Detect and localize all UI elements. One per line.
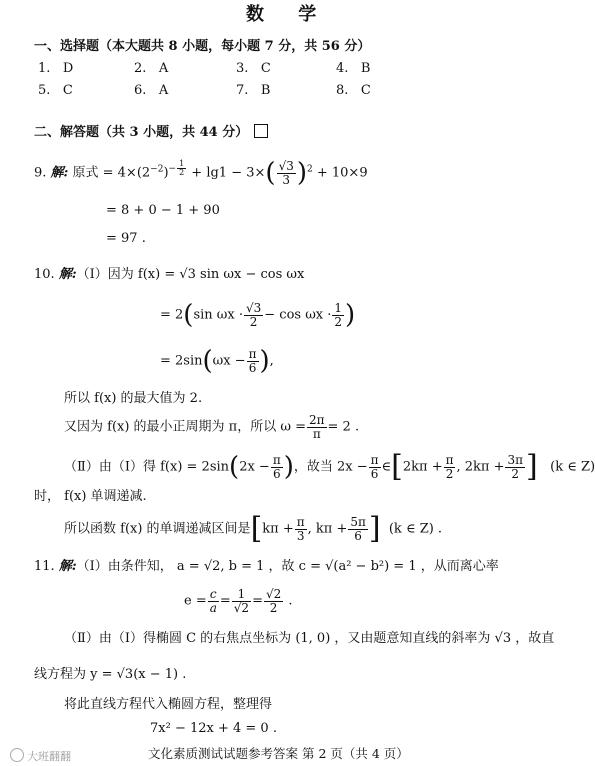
q10-line4: 所以 f(x) 的最大值为 2. (64, 391, 203, 406)
q9-line2: = 8 + 0 − 1 + 90 (106, 203, 220, 218)
q10-line1: 10. 解:（Ⅰ）因为 f(x) = √3 sin ωx − cos ωx (34, 267, 305, 282)
q10-line6: （Ⅱ）由（Ⅰ）得 f(x) = 2sin(2x − $\frac{\pi}{6}$ )，故当 2x − $\frac{\pi}{6}$ ∈[2kπ + $\frac{\pi}{2}$ , 2kπ + $\frac{3\pi}{2}$ ] (k ∈ Z) (64, 449, 595, 484)
answer-1: 1. D (38, 61, 74, 76)
section1-heading: 一、选择题（本大题共 8 小题，每小题 7 分，共 56 分） (34, 39, 371, 54)
answer-5: 5. C (38, 83, 73, 98)
watermark-icon (10, 748, 24, 762)
q9-line3: = 97 . (106, 231, 146, 246)
answer-3: 3. C (236, 61, 271, 76)
watermark: 大班翻翻 (10, 748, 71, 762)
q11-line6: 7x² − 12x + 4 = 0 . (150, 721, 277, 736)
q11-line4: 线方程为 y = √3(x − 1) . (34, 667, 187, 682)
q10-line2: = 2(sin ωx · $\frac{√3}{2}$ − cos ωx · $\frac{1}{2}$ ) (160, 300, 356, 331)
section2-heading: 二、解答题（共 3 小题，共 44 分） (34, 124, 268, 139)
page-title: 数 学 (246, 4, 331, 25)
q10-line8: 所以函数 f(x) 的单调递减区间是[kπ + $\frac{\pi}{3}$ , kπ + $\frac{5\pi}{6}$ ] (k ∈ Z) . (64, 511, 443, 546)
checkbox-square (254, 124, 268, 138)
page-footer: 文化素质测试试题参考答案 第 2 页（共 4 页） (148, 746, 409, 761)
q11-line5: 将此直线方程代入椭圆方程，整理得 (64, 697, 273, 712)
q11-line1: 11. 解:（Ⅰ）由条件知， a = √2, b = 1 ，故 c = √(a² − b²) = 1 ，从而离心率 (34, 559, 499, 574)
answer-7: 7. B (236, 83, 271, 98)
q11-line2: e = $\frac{c}{a}$ = $\frac{1}{√2}$ = $\frac{√2}{2}$ . (184, 587, 293, 615)
q11-line3: （Ⅱ）由（Ⅰ）得椭圆 C 的右焦点坐标为 (1, 0) ，又由题意知直线的斜率为 √3 ，故直 (64, 631, 555, 646)
q10-line3: = 2sin(ωx − $\frac{\pi}{6}$ ), (160, 346, 274, 377)
q10-line5: 又因为 f(x) 的最小正周期为 π，所以 ω = $\frac{2\pi}{\pi}$ = 2 . (64, 413, 360, 441)
answer-2: 2. A (134, 61, 169, 76)
answer-6: 6. A (134, 83, 169, 98)
q10-line7: 时， f(x) 单调递减. (34, 489, 147, 504)
q9-line1: 9. 解: 原式 = $4\times(2^{-2})^{- \frac{1}{2}}$ + lg1 − 3×( $\frac{√3}{3}$ )$^2$ + 10×9 (34, 158, 368, 189)
answer-8: 8. C (336, 83, 371, 98)
answer-4: 4. B (336, 61, 371, 76)
